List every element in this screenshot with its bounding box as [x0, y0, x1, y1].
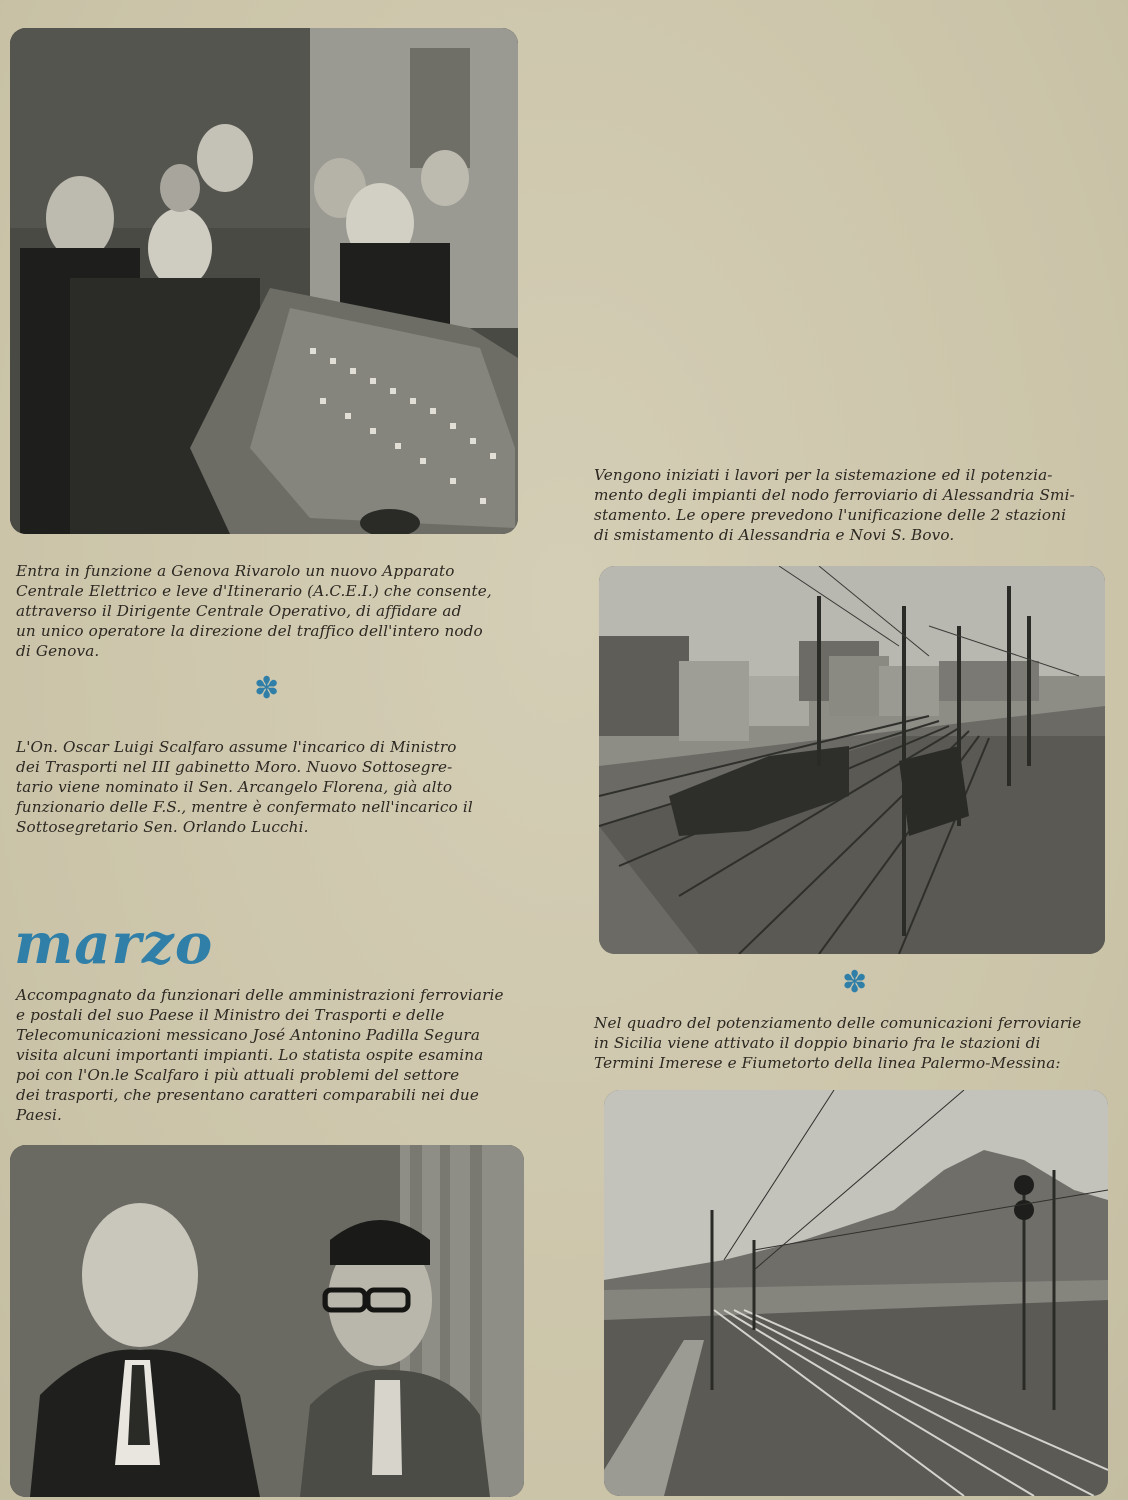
caption-line: di smistamento di Alessandria e Novi S. Bovo.	[594, 526, 955, 544]
scalfaro-caption	[16, 737, 526, 837]
ministers-meeting-photo	[10, 1145, 524, 1497]
caption-line: stamento. Le opere prevedono l'unificazione delle 2 stazioni	[594, 506, 1067, 524]
control-panel-photo	[10, 28, 518, 534]
caption-line: dei trasporti, che presentano caratteri comparabili nei due	[16, 1086, 479, 1104]
caption-line: Centrale Elettrico e leve d'Itinerario (A.C.E.I.) che consente,	[16, 582, 492, 600]
caption-line: tario viene nominato il Sen. Arcangelo Florena, già alto	[16, 778, 453, 796]
caption-line: Termini Imerese e Fiumetorto della linea Palermo-Messina:	[594, 1054, 1061, 1072]
double-track-photo	[604, 1090, 1108, 1496]
month-heading: marzo	[14, 911, 214, 977]
caption-line: Vengono iniziati i lavori per la sistemazione ed il potenzia-	[594, 466, 1053, 484]
genova-caption	[16, 561, 526, 661]
messico-caption	[16, 985, 526, 1125]
caption-line: funzionario delle F.S., mentre è confermato nell'incarico il	[16, 798, 473, 816]
separator-asterisk-icon: ✽	[254, 671, 280, 706]
caption-line: Sottosegretario Sen. Orlando Lucchi.	[16, 818, 309, 836]
caption-line: e postali del suo Paese il Ministro dei Trasporti e delle	[16, 1006, 445, 1024]
caption-line: L'On. Oscar Luigi Scalfaro assume l'incarico di Ministro	[16, 738, 457, 756]
caption-line: un unico operatore la direzione del traffico dell'intero nodo	[16, 622, 483, 640]
caption-line: di Genova.	[16, 642, 100, 660]
separator-asterisk-icon: ✽	[842, 965, 868, 1000]
rail-yard-photo	[599, 566, 1105, 954]
caption-line: Accompagnato da funzionari delle amministrazioni ferroviarie	[16, 986, 504, 1004]
caption-line: dei Trasporti nel III gabinetto Moro. Nuovo Sottosegre-	[16, 758, 453, 776]
caption-line: in Sicilia viene attivato il doppio binario fra le stazioni di	[594, 1034, 1041, 1052]
caption-line: Entra in funzione a Genova Rivarolo un nuovo Apparato	[16, 562, 455, 580]
caption-line: visita alcuni importanti impianti. Lo statista ospite esamina	[16, 1046, 484, 1064]
caption-line: Nel quadro del potenziamento delle comunicazioni ferroviarie	[594, 1014, 1082, 1032]
caption-line: Telecomunicazioni messicano José Antonino Padilla Segura	[16, 1026, 481, 1044]
alessandria-caption	[594, 465, 1108, 545]
caption-line: attraverso il Dirigente Centrale Operativo, di affidare ad	[16, 602, 462, 620]
caption-line: Paesi.	[16, 1106, 62, 1124]
sicilia-caption	[594, 1013, 1108, 1073]
caption-line: poi con l'On.le Scalfaro i più attuali problemi del settore	[16, 1066, 460, 1084]
caption-line: mento degli impianti del nodo ferroviario di Alessandria Smi-	[594, 486, 1075, 504]
